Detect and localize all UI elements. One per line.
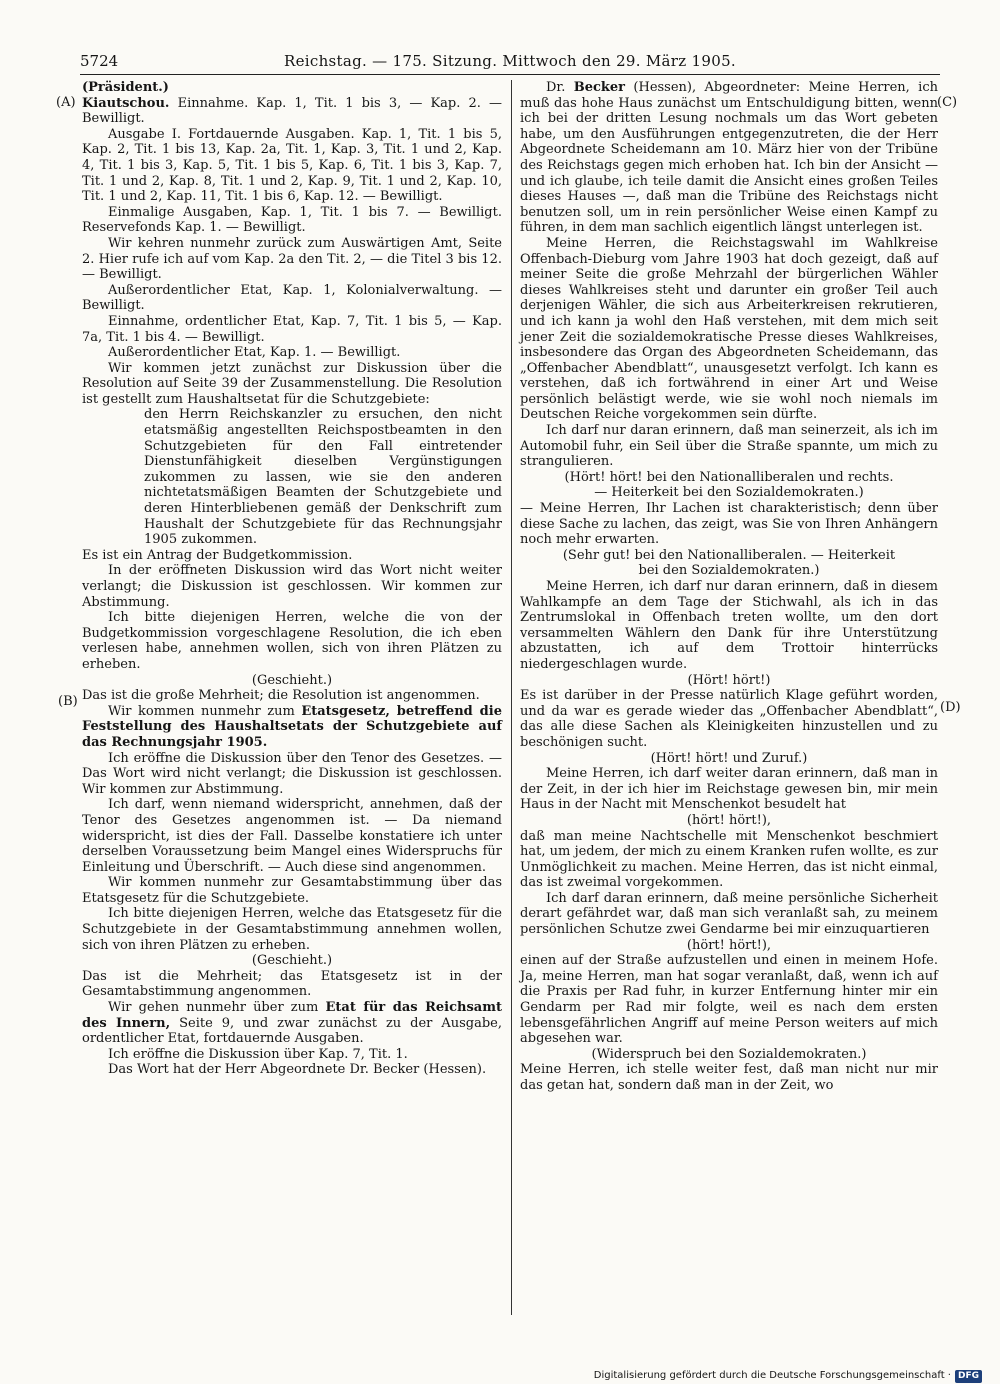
paragraph-stichwahl: Meine Herren, ich darf nur daran erinnern, daß in diesem Wahlkampfe an dem Tage der Stichwahl, als ich in das Zentrumslokal in Offenbach treten wollte, um den dort versammelten Wählern den Dank für ihre Unterstützung abzustatten, ich auf dem Trottoir hinterrücks niedergeschlagen wurde. — [520, 579, 938, 672]
margin-mark-c: (C) — [937, 95, 958, 110]
interjection: (Sehr gut! bei den Nationalliberalen. — Heiterkeit — [562, 547, 896, 563]
paragraph-wir-kehren: Wir kehren nunmehr zurück zum Auswärtigen Amt, Seite 2. Hier rufe ich auf vom Kap. 2a den Tit. 2, — die Titel 3 bis 12. — Bewilligt. — [82, 235, 502, 283]
digitization-footer — [594, 1368, 982, 1384]
paragraph-eroeffne-tenor: Ich eröffne die Diskussion über den Tenor des Gesetzes. — Das Wort wird nicht verlangt; die Diskussion ist geschlossen. Wir kommen zur Abstimmung. — [82, 750, 502, 797]
interjection: (Hört! hört! und Zuruf.) — [650, 750, 808, 766]
running-header — [80, 48, 940, 74]
speech-opening — [520, 80, 938, 236]
paragraph-etatsgesetz — [82, 704, 502, 751]
paragraph-stelle-fest: Meine Herren, ich stelle weiter fest, daß man nicht nur mir das getan hat, sondern daß man in der Zeit, wo — [520, 1062, 938, 1093]
paragraph-einnahme-ord: Einnahme, ordentlicher Etat, Kap. 7, Tit. 1 bis 5, — Kap. 7a, Tit. 1 bis 4. — Bewilligt. — [82, 313, 502, 345]
paragraph-bitte-resolution: Ich bitte diejenigen Herren, welche die von der Budgetkommission vorgeschlagene Resolution, die ich eben verlesen habe, annehmen wollen, sich von ihren Plätzen zu erheben. — [82, 610, 502, 672]
right-column — [520, 80, 938, 1315]
paragraph-wahlkreise: Meine Herren, die Reichstagswahl im Wahlkreise Offenbach-Dieburg vom Jahre 1903 hat doch gezeigt, daß auf meiner Seite die große Mehrzahl der bürgerlichen Wähler dieses Wahlkreises steht und darunter ein großer Teil auch derjenigen Wähler, die sich aus Arbeiterkreisen rekrutieren, und ich kann ja wohl den Haß verstehen, mit dem mich seit jener Zeit die sozialdemokratische Presse dieses Wahlkreises, insbesondere das Organ des Abgeordneten Scheidemann, das „Offenbacher Abendblatt“, unausgesetzt verfolgt. Ich kann es verstehen, daß ich fortwährend in einer Art und Weise persönlich belästigt werde, wie sie wohl noch niemals im Deutschen Reiche vorgekommen sein dürfte. — [520, 235, 938, 423]
interjection: (Widerspruch bei den Sozialdemokraten.) — [591, 1046, 867, 1062]
paragraph-diskussion-resolution: Wir kommen jetzt zunächst zur Diskussion über die Resolution auf Seite 39 der Zusammenstellung. Die Resolution ist gestellt zum Haushaltsetat für die Schutzgebiete: — [82, 360, 502, 407]
interjection: (hört! hört!), — [686, 937, 772, 953]
paragraph-ausserord-kap1: Außerordentlicher Etat, Kap. 1. — Bewilligt. — [108, 345, 401, 361]
etatsgesetz-heading: Etatsgesetz, betreffend die Feststellung des Haushaltsetats der Schutzgebiete auf das Rechnungsjahr 1905. — [82, 703, 502, 750]
paragraph-gesamtabstimmung: Wir kommen nunmehr zur Gesamtabstimmung über das Etatsgesetz für die Schutzgebiete. — [82, 875, 502, 906]
paragraph-reichsamt — [82, 1000, 502, 1047]
paragraph-automobil: Ich darf nur daran erinnern, daß man seinerzeit, als ich im Automobil fuhr, ein Seil über die Straße spannte, um mich zu strangulieren. — [520, 423, 938, 470]
kiautschou-heading: Kiautschou. — [82, 95, 170, 111]
paragraph-gendarm: einen auf der Straße aufzustellen und einen in meinem Hofe. Ja, meine Herren, man hat sogar veranlaßt, daß, wenn ich auf die Praxis per Rad fuhr, in kurzer Entfernung hinter mir ein Gendarm per Rad mir folgte, weil es nach dem ersten lebensgefährlichen Angriff auf meine Person weiters auf mich abgesehen war. — [520, 953, 938, 1047]
paragraph-ausserord-kolonial: Außerordentlicher Etat, Kap. 1, Kolonialverwaltung. — Bewilligt. — [82, 282, 502, 314]
footer-text: Digitalisierung gefördert durch die Deutsche Forschungsgemeinschaft · — [593, 1370, 951, 1381]
paragraph-nachtschelle: daß man meine Nachtschelle mit Menschenkot beschmiert hat, um jedem, der mich zu einem Kranken rufen wollte, es zur Unmöglichkeit zu machen. Meine Herren, das ist nicht einmal, das ist zweimal vorgekommen. — [520, 828, 938, 891]
dfg-logo-icon: DFG — [955, 1370, 982, 1383]
speaker-tag: (Präsident.) — [82, 80, 169, 95]
reichsamt-text: Seite 9, und zwar zunächst zu der Ausgabe, ordentlicher Etat, fortdauernde Ausgaben. — [82, 1015, 503, 1047]
interjection: bei den Sozialdemokraten.) — [638, 563, 820, 579]
resolution-quote: den Herrn Reichskanzler zu ersuchen, den nicht etatsmäßig angestellten Reichspostbeamten in den Schutzgebieten für den Fall eintretender Dienstunfähigkeit dieselben Vergünstigungen zukommen zu lassen, wie sie den anderen nichtetatsmäßigen Beamten der Schutzgebiete und deren Hinterbliebenen gemäß der Denkschrift zum Haushalt der Schutzgebiete für das Rechnungsjahr 1905 zukommen. — [144, 407, 502, 548]
interjection: (Hört! hört!) — [687, 672, 771, 688]
paragraph-mehrheit: Das ist die große Mehrheit; die Resolution ist angenommen. — [82, 688, 480, 704]
paragraph-wort-becker: Das Wort hat der Herr Abgeordnete Dr. Becker (Hessen). — [108, 1062, 487, 1078]
speaker-title: Dr. — [546, 80, 566, 95]
margin-mark-b: (B) — [58, 694, 78, 709]
paragraph-mehrheit-gesamt: Das ist die Mehrheit; das Etatsgesetz ist in der Gesamtabstimmung angenommen. — [82, 968, 502, 1000]
interjection: (Hört! hört! bei den Nationalliberalen und rechts. — [564, 469, 894, 485]
paragraph-einmalige: Einmalige Ausgaben, Kap. 1, Tit. 1 bis 7. — Bewilligt. Reservefonds Kap. 1. — Bewilligt. — [82, 204, 502, 236]
etatsgesetz-lead: Wir kommen nunmehr zum — [108, 703, 295, 719]
paragraph-bitte-gesamt: Ich bitte diejenigen Herren, welche das Etatsgesetz für die Schutzgebiete in der Gesamtabstimmung annehmen wollen, sich von ihren Plätzen zu erheben. — [82, 906, 502, 953]
left-column — [82, 80, 502, 1315]
paragraph-menschenkot: Meine Herren, ich darf weiter daran erinnern, daß man in der Zeit, in der ich hier im Reichstage gewesen bin, mir mein Haus in der Nacht mit Menschenkot besudelt hat — [520, 766, 938, 813]
speech-opening-text: (Hessen), Abgeordneter: Meine Herren, ich muß das hohe Haus zunächst um Entschuldigung bitten, wenn ich bei der dritten Lesung nochmals um das Wort gebeten habe, um den Ausführungen entgegenzutreten, die der Herr Abgeordnete Scheidemann am 10. März hier von der Tribüne des Reichstags gegen mich erhoben hat. Ich bin der Ansicht — und ich glaube, ich teile damit die Ansicht eines großen Teiles dieses Hauses —, daß man die Tribüne des Reichstags nicht benutzen soll, um in rein persönlicher Weise einen Kampf zu führen, in dem man sachlich eigentlich längst unterlegen ist. — [520, 80, 938, 236]
paragraph-ausgabe: Ausgabe I. Fortdauernde Ausgaben. Kap. 1, Tit. 1 bis 5, Kap. 2, Tit. 1 bis 13, Kap. 2a, Tit. 1, Kap. 3, Tit. 1 und 2, Kap. 4, Tit. 1 bis 3, Kap. 5, Tit. 1 bis 5, Kap. 6, Tit. 1 bis 3, Kap. 7, Tit. 1 und 2, Kap. 8, Tit. 1 und 2, Kap. 9, Tit. 1 und 2, Kap. 10, Tit. 1 und 2, Kap. 11, Tit. 1 bis 6, Kap. 12. — Bewilligt. — [82, 126, 502, 205]
kiautschou-text: Einnahme. Kap. 1, Tit. 1 bis 3, — Kap. 2. — Bewilligt. — [82, 95, 502, 127]
header-rule — [80, 74, 940, 75]
paragraph-sicherheit: Ich darf daran erinnern, daß meine persönliche Sicherheit derart gefährdet war, daß man sich veranlaßt sah, zu meinem persönlichen Schutze zwei Gendarme bei mir einzuquartieren — [520, 890, 938, 938]
margin-mark-a: (A) — [56, 95, 76, 110]
paragraph-eroeffne-kap7: Ich eröffne die Diskussion über Kap. 7, Tit. 1. — [108, 1046, 408, 1062]
page-title: Reichstag. — 175. Sitzung. Mittwoch den 29. März 1905. — [284, 52, 736, 70]
interjection-geschieht: (Geschieht.) — [251, 953, 333, 969]
speaker-name: Becker — [573, 80, 626, 95]
interjection: (hört! hört!), — [686, 812, 772, 828]
reichsamt-lead: Wir gehen nunmehr über zum — [108, 1000, 319, 1016]
paragraph-ich-darf: Ich darf, wenn niemand widerspricht, annehmen, daß der Tenor des Gesetzes angenommen ist. — Da niemand widerspricht, ist dies der Fall. Dasselbe konstatiere ich unter derselben Voraussetzung beim Mangel eines Widerspruchs für Einleitung und Überschrift. — Auch diese sind angenommen. — [82, 797, 502, 875]
page-number: 5724 — [80, 52, 119, 70]
paragraph-presse: Es ist darüber in der Presse natürlich Klage geführt worden, und da war es gerade wieder das „Offenbacher Abendblatt“, das alle diese Sachen als Kleinigkeiten hinzustellen und zu beschönigen sucht. — [520, 688, 938, 750]
paragraph-antrag: Es ist ein Antrag der Budgetkommission. — [82, 547, 353, 563]
column-divider — [511, 80, 512, 1315]
margin-mark-d: (D) — [940, 700, 961, 715]
paragraph-eroeffneten: In der eröffneten Diskussion wird das Wort nicht weiter verlangt; die Diskussion ist geschlossen. Wir kommen zur Abstimmung. — [82, 563, 502, 610]
interjection-geschieht: (Geschieht.) — [251, 672, 333, 688]
paragraph-lachen: — Meine Herren, Ihr Lachen ist charakteristisch; denn über diese Sache zu lachen, das zeigt, was Sie von Ihren Anhängern noch mehr erwarten. — [520, 501, 938, 548]
interjection: — Heiterkeit bei den Sozialdemokraten.) — [594, 485, 864, 501]
reichsamt-heading: Etat für das Reichsamt des Innern, — [82, 1000, 502, 1031]
kiautschou-paragraph — [82, 96, 502, 127]
